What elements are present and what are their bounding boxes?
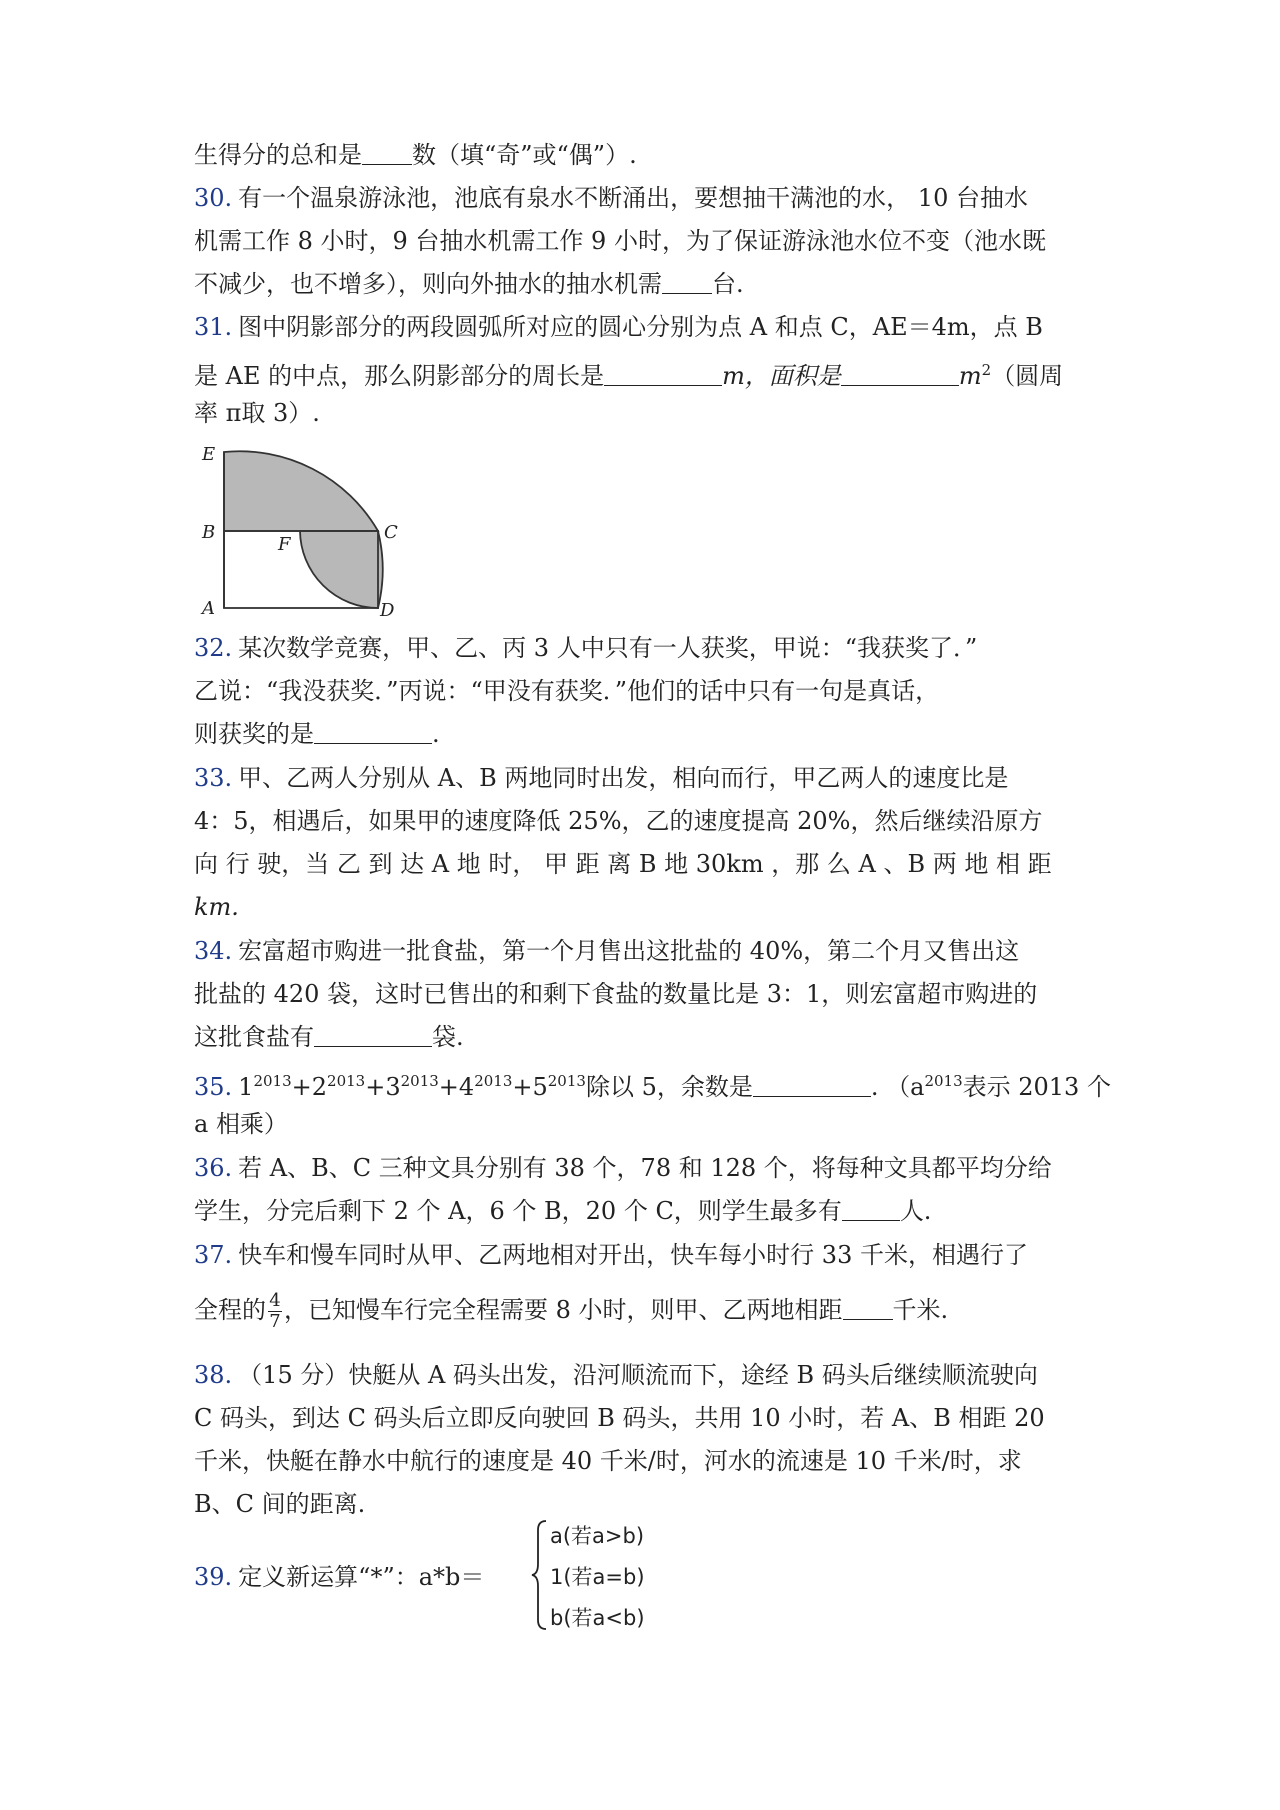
left-brace-icon — [530, 1518, 550, 1632]
question-38: 38. （15 分）快艇从 A 码头出发，沿河顺流而下，途经 B 码头后继续顺流驶向 — [194, 1361, 1038, 1389]
question-37: 37. 快车和慢车同时从甲、乙两地相对开出，快车每小时行 33 千米，相遇行了 — [194, 1241, 1028, 1269]
text-line: 学生，分完后剩下 2 个 A，6 个 B，20 个 C，则学生最多有 人. — [194, 1197, 932, 1225]
answer-blank[interactable] — [314, 721, 432, 744]
text-line: 4：5，相遇后，如果甲的速度降低 25%，乙的速度提高 20%，然后继续沿原方 — [194, 807, 1043, 835]
text-line: 乙说：“我没获奖．”丙说：“甲没有获奖．”他们的话中只有一句是真话， — [194, 677, 940, 705]
question-32: 32. 某次数学竞赛，甲、乙、丙 3 人中只有一人获奖，甲说：“我获奖了．” — [194, 634, 978, 662]
question-31: 31. 图中阴影部分的两段圆弧所对应的圆心分别为点 A 和点 C，AE＝4m，点 B — [194, 313, 1043, 341]
text-line: 生得分的总和是 数（填“奇”或“偶”）. — [194, 141, 637, 169]
text-line: C 码头，到达 C 码头后立即反向驶回 B 码头，共用 10 小时，若 A、B 相距 20 — [194, 1404, 1045, 1432]
geometry-figure — [196, 440, 406, 620]
text-line: 不减少，也不增多），则向外抽水的抽水机需 台. — [194, 270, 744, 298]
text-line: 全程的 $\frac{4}{7}$ ，已知慢车行完全程需要 8 小时，则甲、乙两地相距 千米. — [194, 1290, 949, 1332]
label-c: C — [384, 522, 398, 543]
fraction: $\frac{4}{7}$ — [269, 1290, 281, 1332]
text-line: 千米，快艇在静水中航行的速度是 40 千米/时，河水的流速是 10 千米/时，求 — [194, 1447, 1022, 1475]
case-equal: 1(若a=b) — [550, 1565, 645, 1589]
answer-blank[interactable] — [843, 1297, 893, 1320]
label-a: A — [202, 598, 215, 619]
question-number: 32. — [194, 634, 233, 662]
text-line: km. — [194, 893, 239, 921]
answer-blank[interactable] — [841, 363, 959, 386]
case-greater: a(若a>b) — [550, 1524, 645, 1548]
question-number: 35. — [194, 1073, 233, 1101]
text-line: 这批食盐有 袋. — [194, 1023, 464, 1051]
shaded-region-top — [224, 451, 378, 531]
text-line: 是 AE 的中点，那么阴影部分的周长是 m，面积是 $m^2$（圆周 — [194, 361, 1064, 390]
question-number: 33. — [194, 764, 233, 792]
question-number: 34. — [194, 937, 233, 965]
answer-blank[interactable] — [604, 363, 722, 386]
text-line: 批盐的 420 袋，这时已售出的和剩下食盐的数量比是 3：1，则宏富超市购进的 — [194, 980, 1038, 1008]
text-line: 向 行 驶，当 乙 到 达 A 地 时， 甲 距 离 B 地 30km ，那 么 A 、B 两 地 相 距 — [194, 850, 1052, 878]
question-number: 37. — [194, 1241, 233, 1269]
answer-blank[interactable] — [842, 1198, 900, 1221]
question-33: 33. 甲、乙两人分别从 A、B 两地同时出发，相向而行，甲乙两人的速度比是 — [194, 764, 1009, 792]
question-35: 35. $1^{2013}+2^{2013}+3^{2013}+4^{2013}+5^{2013}$除以 5，余数是 . （$a^{2013}$表示 2013 个 — [194, 1072, 1111, 1101]
question-number: 36. — [194, 1154, 233, 1182]
question-34: 34. 宏富超市购进一批食盐，第一个月售出这批盐的 40%，第二个月又售出这 — [194, 937, 1020, 965]
label-f: F — [278, 534, 291, 555]
piecewise-definition — [530, 1518, 680, 1632]
shaded-region-lens — [300, 531, 383, 608]
question-number: 38. — [194, 1361, 233, 1389]
text-line: 机需工作 8 小时，9 台抽水机需工作 9 小时，为了保证游泳池水位不变（池水既 — [194, 227, 1046, 255]
label-e: E — [202, 444, 216, 465]
answer-blank[interactable] — [314, 1024, 432, 1047]
text-line: 率 π取 3）. — [194, 399, 320, 427]
question-number: 39. — [194, 1563, 233, 1591]
question-39: 39. 定义新运算“*”：a*b＝ — [194, 1563, 485, 1591]
case-less: b(若a<b) — [550, 1606, 645, 1630]
answer-blank[interactable] — [753, 1074, 871, 1097]
text-line: B、C 间的距离. — [194, 1490, 366, 1518]
question-number: 31. — [194, 313, 233, 341]
question-30: 30. 有一个温泉游泳池，池底有泉水不断涌出，要想抽干满池的水， 10 台抽水 — [194, 184, 1028, 212]
text-line: 则获奖的是 . — [194, 720, 440, 748]
label-d: D — [380, 600, 395, 620]
text-line: a 相乘） — [194, 1110, 288, 1138]
label-b: B — [202, 522, 216, 543]
question-36: 36. 若 A、B、C 三种文具分别有 38 个，78 和 128 个，将每种文具都平均分给 — [194, 1154, 1052, 1182]
question-number: 30. — [194, 184, 233, 212]
answer-blank[interactable] — [362, 142, 412, 165]
answer-blank[interactable] — [662, 271, 712, 294]
